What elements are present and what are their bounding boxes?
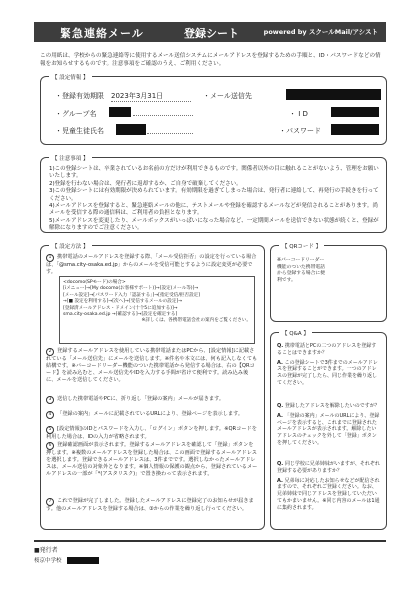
step-number: 3 [46, 396, 54, 404]
qa-item [277, 343, 381, 387]
step-item: 7 これで登録が完了しました。登録したメールアドレスに登録完了のお知らせが届きます。他のメールアドレスを登録する場合は、③からの作業を繰り返し行ってください。 [46, 498, 254, 512]
step-number: 5 [46, 426, 54, 434]
question: Q. 登録したアドレスを解除したいのですが？ [277, 403, 380, 409]
qr-note: ※バーコードリーダー機能のついた携帯電話から登録する場合に便利です。 [277, 258, 325, 283]
answer: A. 「登録の案内」メールのURLにより、登録ページを表示すると、これまでに登録されたメールアドレスが表示されます。解除したいアドレスのチェックを外して「登録」ボタンを押してください。 [277, 412, 380, 446]
registration-box [40, 76, 387, 145]
notes-heading: 【 注意事項 】 [49, 154, 92, 162]
sender-redacted [286, 89, 381, 100]
steps-heading: 【 設定方法 】 [49, 242, 92, 250]
step-item: 1 携帯電話のメールアドレスを登録する際、「メール受信拒否」の設定を行っている場合は、「@sma.city-osaka.ed.jp」からのメールを受信可能とするように設定変更が必要です。 [46, 254, 257, 275]
page-subtitle: 登録シート [184, 27, 239, 40]
answer: A. この登録シートで3件までのメールアドレスを登録することができます。一つのアドレスの登録が完了したら、同じ作業を繰り返してください。 [277, 359, 378, 386]
note-item: 5)メールアドレスを変更したり、メールボックスがいっぱいになった場合など、一定期間メールを送信できない状態が続くと、登録が解除になりますのでご注意ください。 [49, 217, 379, 232]
issuer-section [34, 540, 386, 564]
group-redacted [109, 107, 131, 117]
expiry-value: 2023年3月31日 [111, 91, 191, 102]
password-redacted [331, 124, 379, 135]
step-item: 3 送信した携帯電話やPCに、折り返し「登録の案内」メールが届きます。 [46, 396, 258, 404]
step-item: 6 登録確認画面が表示されます。登録するメールアドレスを確認して「登録」ボタンを押します。※複数のメールアドレスを登録した場合は、この画面で登録するメールアドレスを選択します。登録できるメールアドレスは、3件までです。選択しなかったメールアドレスは、メール送信の対象外となります。※個人情報の保護の観点から、登録されているメールアドレスの一部が「*(アスタリスク)」で置き換わって表示されます。 [46, 442, 258, 477]
student-name-redacted [116, 124, 146, 135]
qr-box [270, 245, 387, 322]
issuer-school: 桜京中学校 [34, 558, 62, 564]
student-name-label: ・児童生徒氏名 [55, 127, 104, 135]
step-item: 2 登録するメールアドレスを使用している携帯電話またはPCから、[設定情報]に記載されている「メール送信先」にメールを送信します。※件名や本文には、何も記入しなくても結構です。※バーコードリーダー機能のついた携帯電話から発信する場合は、右の【QRコード】を読み込むと、メール送信先やIDを入力する手間が省けて便利です。読み込み後に、メールを送信してください。 [46, 348, 258, 383]
question: Q. 同じ学校に兄弟姉妹がいますが、それぞれ登録する必要がありますか？ [277, 461, 380, 474]
title-bar [34, 22, 386, 42]
note-item: 2)登録を行わない場合は、発行者に返却するか、ご自身で破棄してください。 [49, 180, 242, 187]
docomo-settings-box: <docomo(SPモード)の場合> [iメニュー]→[My docomo(お客様サポート)]→[設定(メール等)]→ [メール設定]→[パスワード入力「認証する」]→[指定受信/拒否設定] →[■ 設定を利用する]→[次へ]→[受信するメールの設定]→ [登録済メールアドレス・ドメイン(十个5に追加する)]→ sma.city-osaka.ed.jp →[確認する]→[設定を確定する] ※詳しくは、各携帯電話会社の案内をご覧ください。 [59, 276, 255, 344]
question: Q. 携帯電話とPCの二つのアドレスを登録することはできますか？ [277, 343, 377, 356]
issuer-label: ■発行者 [34, 547, 58, 554]
answer: A. 兄弟毎に対応したお知らせなどが配信されますので、それぞれご登録ください。なお、兄弟姉妹で同じアドレスを登録していただいてもかまいません。※同じ内容のメールは1通に集約されます。 [277, 477, 380, 511]
sender-label: ・メール送信先 [203, 92, 252, 100]
step-number: 4 [46, 411, 54, 419]
id-redacted [331, 107, 379, 117]
step-number: 1 [46, 254, 54, 262]
qa-heading: 【 Q&A 】 [279, 329, 312, 337]
notes-box [40, 157, 387, 233]
setup-steps-box [40, 245, 265, 530]
step-item: 4 「登録の案内」メールに記載されているURLにより、登録ページを表示します。 [46, 411, 258, 419]
page-title: 緊急連絡メール [60, 27, 144, 40]
id-label: ・ I D [289, 110, 308, 118]
issuer-redacted [67, 557, 99, 564]
powered-by: powered by スクールMail/アシスト [263, 28, 378, 36]
intro-text: この用紙は、学校からの緊急連絡等に使用するメール送信システムにメールアドレスを登録するための手順と、ID・パスワードなどの情報をお知らせするものです。注意事項をご確認のうえ、ご利用ください。 [40, 53, 381, 67]
note-item: 3)この登録シートには有効期限が決められています。有効期限を過ぎてしまった場合は、発行者に連絡して、再発行の手続きを行ってください。 [49, 188, 379, 202]
qa-box [270, 332, 387, 530]
registration-heading: 【 設定情報 】 [49, 73, 92, 81]
group-label: ・グループ名 [55, 110, 97, 118]
expiry-label: ・登録有効期限 [55, 92, 104, 100]
step-number: 6 [46, 442, 54, 450]
qa-item [277, 461, 381, 512]
qr-code-area [331, 256, 381, 311]
step-item: 5 [設定情報]のIDとパスワードを入力し、「ログイン」ボタンを押します。※QRコードを利用した場合は、IDの入力が省略されます。 [46, 426, 257, 440]
qa-item [277, 403, 381, 447]
step-number: 2 [46, 348, 54, 356]
note-item: 1)この登録シートは、卒業されているお名前の方だけが利用できるものです。関係者以外の目に触れることがないよう、管理をお願いいたします。 [49, 166, 379, 180]
qr-heading: 【 QRコード 】 [279, 242, 324, 250]
note-item: 4)メールアドレスを登録すると、緊急連絡メールの他に、テストメールや登録を確認するメールなどが発信されることがあります。尚メールを受信する際の通信料は、ご利用者の負担となります。 [49, 203, 378, 217]
step-number: 7 [46, 498, 54, 506]
password-label: ・パスワード [279, 127, 321, 135]
